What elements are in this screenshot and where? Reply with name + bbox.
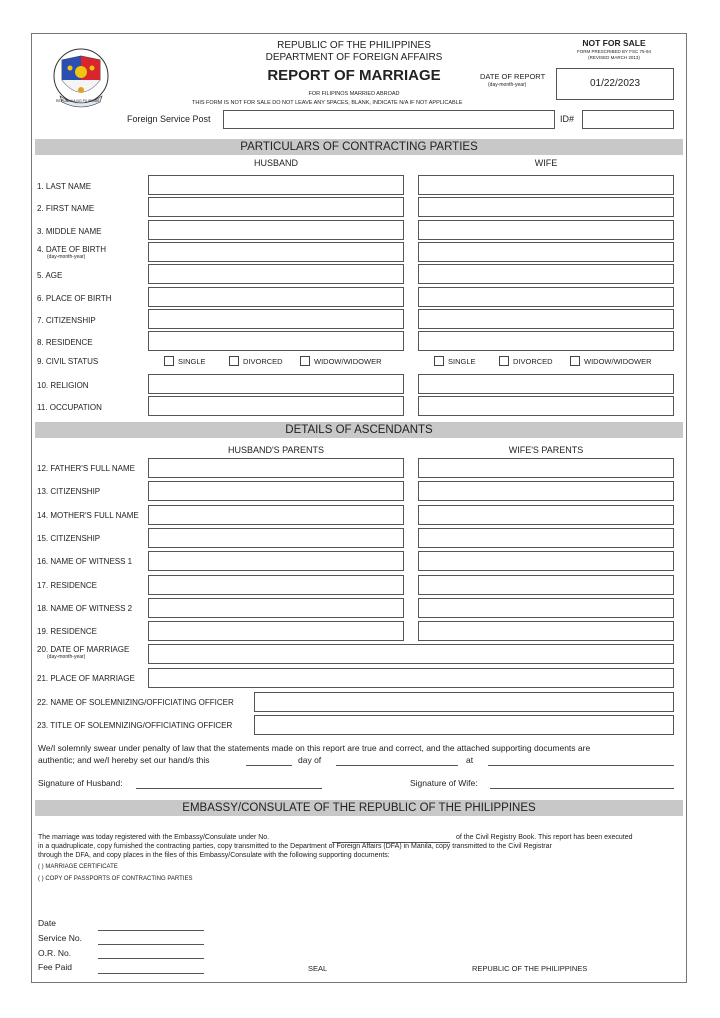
civil-status-option-label: SINGLE	[448, 357, 476, 366]
date-of-report-hint: (day-month-year)	[488, 82, 527, 88]
row-label: 18. NAME OF WITNESS 2	[37, 603, 133, 613]
husband-field[interactable]	[148, 264, 404, 284]
fee-paid-line[interactable]	[98, 973, 204, 974]
husband-civil-status-single-checkbox[interactable]	[164, 356, 174, 366]
date-of-report-label: DATE OF REPORT	[480, 72, 546, 81]
wife-field[interactable]	[418, 331, 674, 351]
row-label: 3. MIDDLE NAME	[37, 226, 102, 236]
not-for-sale: NOT FOR SALE	[582, 38, 646, 48]
wife-field[interactable]	[418, 242, 674, 262]
husband-field[interactable]	[148, 331, 404, 351]
oath-at: at	[466, 755, 474, 765]
civil-status-option-label: DIVORCED	[243, 357, 283, 366]
row-label: 4. DATE OF BIRTH (day-month-year)	[37, 244, 107, 260]
husband-parents-field[interactable]	[148, 621, 404, 641]
wife-parents-field[interactable]	[418, 505, 674, 525]
oath-line-2: authentic; and we/I hereby set our hand/s this	[38, 755, 210, 765]
service-no-line[interactable]	[98, 944, 204, 945]
civil-status-option-label: SINGLE	[178, 357, 206, 366]
seal-label: SEAL	[308, 964, 328, 973]
republic-footer: REPUBLIC OF THE PHILIPPINES	[472, 964, 588, 973]
ascendants-section-header: DETAILS OF ASCENDANTS	[35, 422, 683, 438]
husband-parents-field[interactable]	[148, 528, 404, 548]
date-of-report-value: 01/22/2023	[589, 78, 641, 89]
id-label: ID#	[560, 114, 575, 124]
row-label: 8. RESIDENCE	[37, 338, 93, 348]
wife-field[interactable]	[418, 287, 674, 307]
wife-parents-field[interactable]	[418, 551, 674, 571]
officer-name-field[interactable]	[254, 692, 674, 712]
civil-status-option-label: DIVORCED	[513, 357, 553, 366]
husband-field[interactable]	[148, 374, 404, 394]
id-field[interactable]	[582, 110, 674, 129]
date-of-marriage-hint: (day-month-year)	[47, 654, 86, 660]
republic-heading: REPUBLIC OF THE PHILIPPINES	[277, 40, 431, 51]
particulars-section-header: PARTICULARS OF CONTRACTING PARTIES	[35, 139, 683, 155]
form-revised: (REVISED MARCH 2013)	[588, 55, 640, 60]
civil-status-label: 9. CIVIL STATUS	[37, 357, 99, 366]
form-notice: THIS FORM IS NOT FOR SALE DO NOT LEAVE ANY SPACES, BLANK, INDICATE N/A IF NOT APPLICABLE	[192, 100, 463, 106]
or-no-label: O.R. No.	[38, 948, 72, 958]
husband-parents-heading: HUSBAND'S PARENTS	[227, 445, 325, 455]
civil-status-option-label: WIDOW/WIDOWER	[314, 357, 382, 366]
row-label: 5. AGE	[37, 271, 63, 281]
wife-parents-field[interactable]	[418, 458, 674, 478]
husband-parents-field[interactable]	[148, 458, 404, 478]
husband-field[interactable]	[148, 309, 404, 329]
row-label: 6. PLACE OF BIRTH	[37, 293, 112, 303]
wife-civil-status-widow-checkbox[interactable]	[570, 356, 580, 366]
officer-name-label: 22. NAME OF SOLEMNIZING/OFFICIATING OFFICER	[37, 698, 234, 707]
oath-month-line[interactable]	[336, 765, 458, 766]
row-label: 17. RESIDENCE	[37, 580, 98, 590]
field-hint: (day-month-year)	[47, 253, 86, 260]
embassy-section-header: EMBASSY/CONSULATE OF THE REPUBLIC OF THE PHILIPPINES	[35, 800, 683, 816]
form-prescribed: FORM PRESCRIBED BY FSC 75-94	[577, 49, 651, 54]
husband-parents-field[interactable]	[148, 505, 404, 525]
wife-field[interactable]	[418, 309, 674, 329]
husband-column-heading: HUSBAND	[253, 158, 298, 168]
form-title: REPORT OF MARRIAGE	[267, 67, 441, 84]
wife-parents-heading: WIFE'S PARENTS	[508, 445, 584, 455]
husband-field[interactable]	[148, 175, 404, 195]
husband-field[interactable]	[148, 197, 404, 217]
wife-field[interactable]	[418, 264, 674, 284]
wife-field[interactable]	[418, 220, 674, 240]
or-no-line[interactable]	[98, 958, 204, 959]
signature-wife-label: Signature of Wife:	[410, 778, 478, 788]
report-of-marriage-form	[31, 33, 687, 983]
wife-field[interactable]	[418, 396, 674, 416]
oath-day-line[interactable]	[246, 765, 292, 766]
embassy-text-3: through the DFA, and copy places in the files of this Embassy/Consulate with the following supporting documents:	[38, 852, 390, 859]
seal-text: REPUBLIKA NG PILIPINAS	[56, 99, 100, 103]
wife-parents-field[interactable]	[418, 621, 674, 641]
officer-title-label: 23. TITLE OF SOLEMNIZING/OFFICIATING OFFICER	[37, 721, 233, 730]
wife-parents-field[interactable]	[418, 481, 674, 501]
husband-field[interactable]	[148, 220, 404, 240]
wife-field[interactable]	[418, 197, 674, 217]
department-heading: DEPARTMENT OF FOREIGN AFFAIRS	[265, 52, 443, 63]
row-label: 11. OCCUPATION	[37, 403, 102, 413]
signature-husband-label: Signature of Husband:	[38, 778, 123, 788]
husband-parents-field[interactable]	[148, 598, 404, 618]
service-no-label: Service No.	[38, 933, 82, 943]
husband-field[interactable]	[148, 396, 404, 416]
fee-paid-label: Fee Paid	[38, 962, 73, 972]
oath-day-of: day of	[298, 755, 322, 765]
wife-field[interactable]	[418, 374, 674, 394]
husband-parents-field[interactable]	[148, 551, 404, 571]
place-of-marriage-field[interactable]	[148, 668, 674, 688]
wife-field[interactable]	[418, 175, 674, 195]
husband-civil-status-divorced-checkbox[interactable]	[229, 356, 239, 366]
date-of-marriage-label: 20. DATE OF MARRIAGE (day-month-year)	[37, 645, 130, 660]
date-of-marriage-field[interactable]	[148, 644, 674, 664]
wife-parents-field[interactable]	[418, 528, 674, 548]
foreign-service-post-field[interactable]	[223, 110, 555, 129]
doc-marriage-certificate[interactable]: ( ) MARRIAGE CERTIFICATE	[38, 864, 118, 870]
embassy-text-2: in a quadruplicate, copy furnished the contracting parties, copy transmitted to the Department of Foreign Affairs (DFA) in Manila, copy transmitted to the Civil Registrar	[38, 843, 552, 850]
date-label: Date	[38, 918, 56, 928]
embassy-text-1a: The marriage was today registered with the Embassy/Consulate under No.	[38, 834, 270, 841]
row-label: 2. FIRST NAME	[37, 204, 95, 214]
place-of-marriage-label: 21. PLACE OF MARRIAGE	[37, 674, 135, 683]
row-label: 7. CITIZENSHIP	[37, 315, 96, 325]
row-label: 14. MOTHER'S FULL NAME	[37, 510, 139, 520]
husband-parents-field[interactable]	[148, 575, 404, 595]
signature-wife-line[interactable]	[490, 788, 674, 789]
row-label: 16. NAME OF WITNESS 1	[37, 557, 133, 567]
wife-civil-status-single-checkbox[interactable]	[434, 356, 444, 366]
wife-parents-field[interactable]	[418, 598, 674, 618]
date-of-report-field[interactable]	[556, 68, 674, 100]
row-label: 13. CITIZENSHIP	[37, 487, 101, 497]
husband-field[interactable]	[148, 242, 404, 262]
row-label: 15. CITIZENSHIP	[37, 533, 101, 543]
oath-line-1: We/I solemnly swear under penalty of law that the statements made on this report are true and correct, and the attached supporting documents are	[38, 743, 591, 753]
wife-civil-status-divorced-checkbox[interactable]	[499, 356, 509, 366]
row-label: 12. FATHER'S FULL NAME	[37, 464, 135, 473]
oath-place-line[interactable]	[488, 765, 674, 766]
row-label: 1. LAST NAME	[37, 182, 92, 191]
doc-passports[interactable]: ( ) COPY OF PASSPORTS OF CONTRACTING PARTIES	[38, 876, 193, 882]
signature-husband-line[interactable]	[136, 788, 322, 789]
husband-field[interactable]	[148, 287, 404, 307]
foreign-service-post-label: Foreign Service Post	[127, 114, 211, 124]
wife-parents-field[interactable]	[418, 575, 674, 595]
husband-civil-status-widow-checkbox[interactable]	[300, 356, 310, 366]
form-subtitle: FOR FILIPINOS MARRIED ABROAD	[308, 91, 400, 97]
wife-column-heading: WIFE	[534, 158, 558, 168]
civil-status-option-label: WIDOW/WIDOWER	[584, 357, 652, 366]
embassy-text-1b: of the Civil Registry Book. This report has been executed	[456, 834, 633, 841]
row-label: 19. RESIDENCE	[37, 627, 98, 637]
row-label: 10. RELIGION	[37, 381, 89, 390]
date-line[interactable]	[98, 930, 204, 931]
officer-title-field[interactable]	[254, 715, 674, 735]
husband-parents-field[interactable]	[148, 481, 404, 501]
